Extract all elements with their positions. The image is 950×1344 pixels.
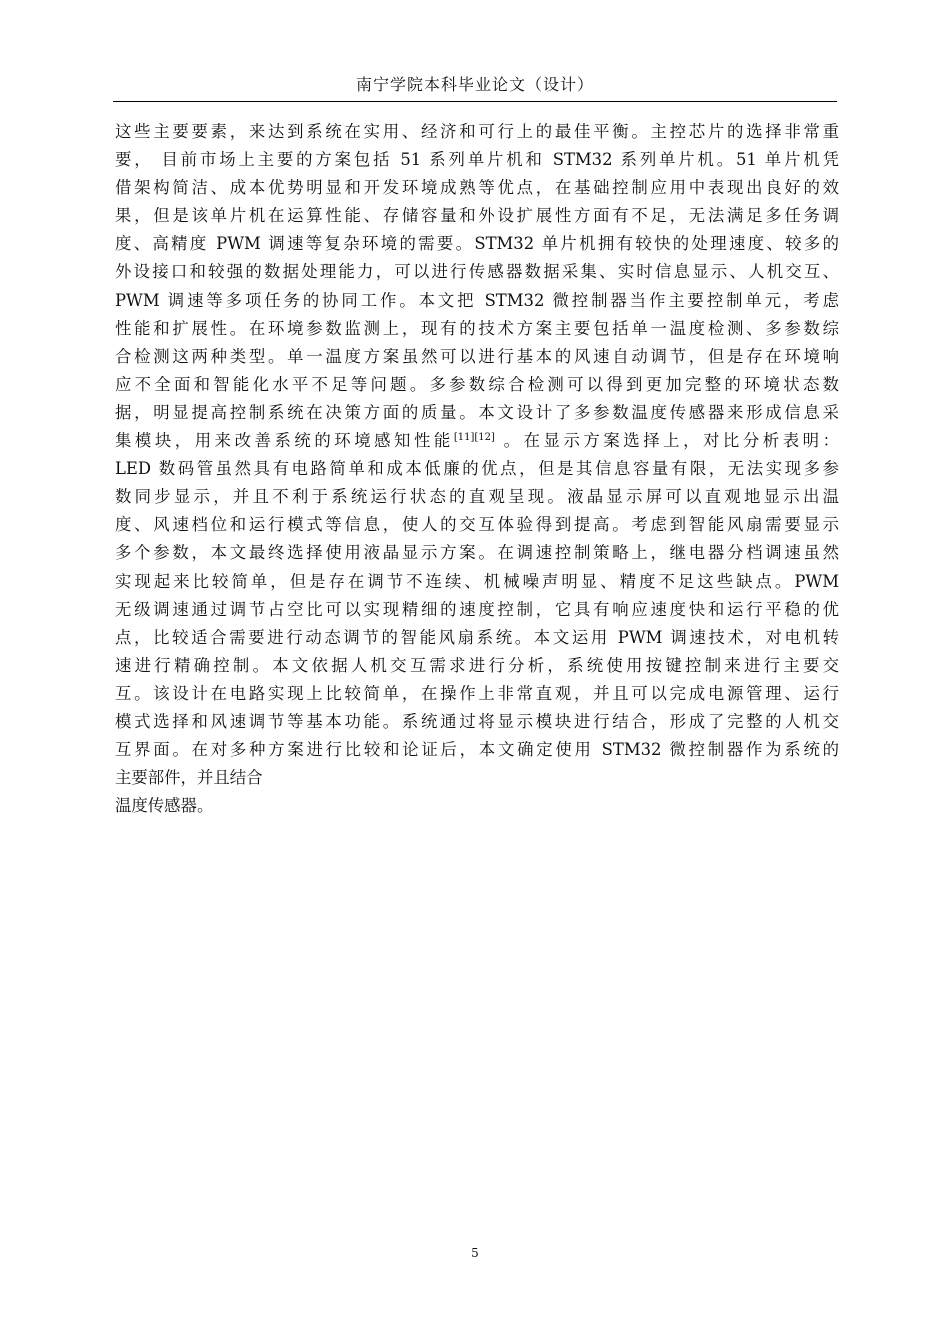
- text-line: 温度传感器。: [115, 796, 214, 816]
- text-line: 互。该设计在电路实现上比较简单，在操作上非常直观，并且可以完成电源管理、运行: [115, 683, 839, 703]
- text-line: 合检测这两种类型。单一温度方案虽然可以进行基本的风速自动调节，但是存在环境响: [115, 346, 839, 366]
- text-line: 外设接口和较强的数据处理能力，可以进行传感器数据采集、实时信息显示、人机交互、: [115, 262, 839, 282]
- text-line: 度、高精度 PWM 调速等复杂环境的需要。STM32 单片机拥有较快的处理速度、较多的: [115, 234, 839, 254]
- text-line: 据，明显提高控制系统在决策方面的质量。本文设计了多参数温度传感器来形成信息采: [115, 402, 839, 422]
- text-line: 数同步显示，并且不利于系统运行状态的直观呈现。液晶显示屏可以直观地显示出温: [115, 487, 839, 507]
- text-line: 性能和扩展性。在环境参数监测上，现有的技术方案主要包括单一温度检测、多参数综: [115, 318, 839, 338]
- text-line: 模式选择和风速调节等基本功能。系统通过将显示模块进行结合，形成了完整的人机交: [115, 711, 839, 731]
- text-line: 无级调速通过调节占空比可以实现精细的速度控制，它具有响应速度快和运行平稳的优: [115, 599, 839, 619]
- text-line: 借架构简洁、成本优势明显和开发环境成熟等优点，在基础控制应用中表现出良好的效: [115, 178, 839, 198]
- body-paragraph: [115, 118, 839, 820]
- text-line: 果，但是该单片机在运算性能、存储容量和外设扩展性方面有不足，无法满足多任务调: [115, 206, 839, 226]
- text-line: 要， 目前市场上主要的方案包括 51 系列单片机和 STM32 系列单片机。51 单片机凭: [115, 150, 839, 170]
- text-line: 点，比较适合需要进行动态调节的智能风扇系统。本文运用 PWM 调速技术，对电机转: [115, 627, 839, 647]
- header-divider: [113, 101, 837, 102]
- text-line: 速进行精确控制。本文依据人机交互需求进行分析，系统使用按键控制来进行主要交: [115, 655, 839, 675]
- page-number: 5: [471, 1246, 479, 1260]
- text-line: 互界面。在对多种方案进行比较和论证后，本文确定使用 STM32 微控制器作为系统的: [115, 740, 839, 760]
- citation-marker: [11][12]: [453, 432, 495, 444]
- citation-trail-text: 。在显示方案选择上，对比分析表明：: [494, 431, 839, 451]
- text-line: PWM 调速等多项任务的协同工作。本文把 STM32 微控制器当作主要控制单元，考虑: [115, 290, 839, 310]
- page-header-title: 南宁学院本科毕业论文（设计）: [355, 75, 594, 94]
- text-line: LED 数码管虽然具有电路简单和成本低廉的优点，但是其信息容量有限，无法实现多参: [115, 459, 839, 479]
- text-line: 这些主要要素，来达到系统在实用、经济和可行上的最佳平衡。主控芯片的选择非常重: [115, 122, 839, 141]
- text-line: 应不全面和智能化水平不足等问题。多参数综合检测可以得到更加完整的环境状态数: [115, 374, 839, 394]
- text-line: 主要部件，并且结合: [115, 768, 263, 788]
- text-line: 多个参数，本文最终选择使用液晶显示方案。在调速控制策略上，继电器分档调速虽然: [115, 543, 839, 563]
- text-line: 实现起来比较简单，但是存在调节不连续、机械噪声明显、精度不足这些缺点。PWM: [115, 571, 839, 591]
- citation-lead-text: 集模块，用来改善系统的环境感知性能: [115, 431, 454, 451]
- text-line-with-citation: [115, 427, 839, 455]
- text-line: 度、风速档位和运行模式等信息，使人的交互体验得到提高。考虑到智能风扇需要显示: [115, 515, 839, 535]
